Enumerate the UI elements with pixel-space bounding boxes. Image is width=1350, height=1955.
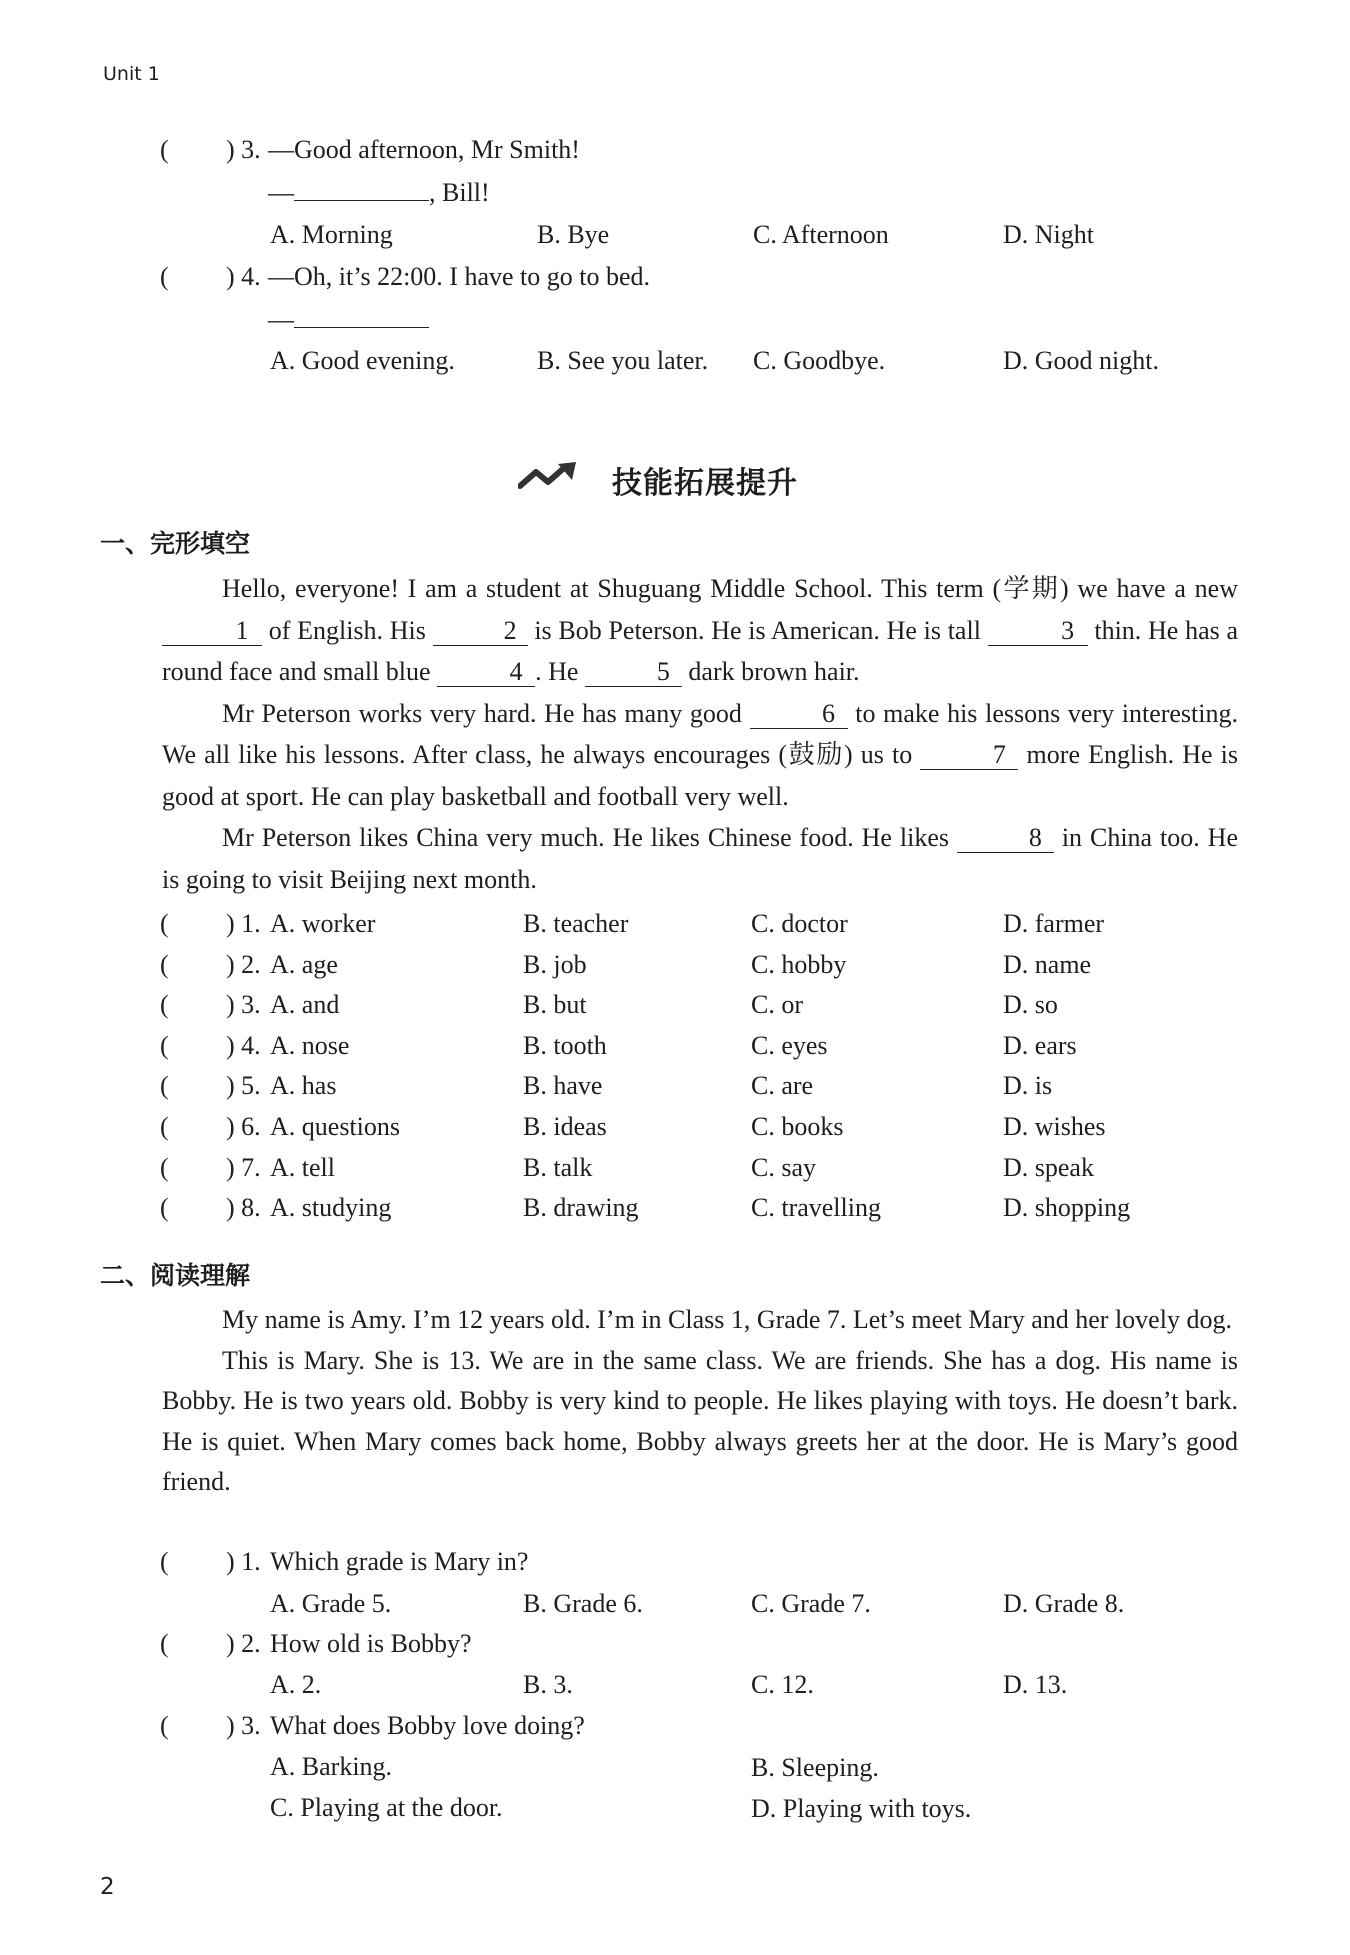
cloze-heading: 一、完形填空 <box>100 529 251 558</box>
option-a: A. nose <box>270 1031 350 1060</box>
answer-paren-open: ( <box>160 990 169 1019</box>
passage-text: of English. His <box>262 615 433 645</box>
option-b: B. Sleeping. <box>751 1753 879 1782</box>
option-b: B. Grade 6. <box>523 1589 643 1618</box>
blank-8: 8 <box>957 824 1054 853</box>
option-a: A. 2. <box>270 1670 322 1699</box>
option-b: B. ideas <box>523 1112 607 1141</box>
answer-paren-open: ( <box>160 1629 169 1658</box>
reading-paragraph-2: This is Mary. She is 13. We are in the same class. We are friends. She has a dog. His name is Bobby. He is two years old. Bobby is very kind to people. He likes playing with toys. He doesn’t bark. He is quiet. When Mary comes back home, Bobby always greets her at the door. He is Mary’s good friend. <box>162 1345 1238 1496</box>
reading-paragraph-1: My name is Amy. I’m 12 years old. I’m in Class 1, Grade 7. Let’s meet Mary and her lovely dog. <box>222 1305 1232 1334</box>
option-a: A. studying <box>270 1193 392 1222</box>
cloze-paragraph-2 <box>162 693 1238 818</box>
option-b: B. 3. <box>523 1670 573 1699</box>
option-b: B. drawing <box>523 1193 639 1222</box>
question-text: What does Bobby love doing? <box>270 1711 585 1740</box>
question-number: ) 3. <box>226 135 261 164</box>
page-number: 2 <box>100 1874 115 1900</box>
question-text: How old is Bobby? <box>270 1629 472 1658</box>
blank-7: 7 <box>920 741 1018 770</box>
option-d: D. Grade 8. <box>1003 1589 1125 1618</box>
answer-paren-open: ( <box>160 1153 169 1182</box>
passage-text: Mr Peterson likes China very much. He likes Chinese food. He likes <box>222 823 957 852</box>
option-c: C. Goodbye. <box>753 346 886 375</box>
passage-text: in China too. He is going to visit Beijing next month. <box>162 823 1238 894</box>
passage-text: Hello, everyone! I am a student at Shuguang Middle School. This term (学期) we have a new <box>222 574 1238 603</box>
question-number: ) 1. <box>226 909 261 938</box>
question-text: Which grade is Mary in? <box>270 1547 529 1576</box>
passage-text: . He <box>535 657 585 686</box>
answer-paren-open: ( <box>160 262 169 291</box>
passage-text: more English. He is good at sport. He can play basketball and football very well. <box>162 740 1238 811</box>
answer-blank <box>294 178 429 201</box>
option-c: C. or <box>751 990 803 1019</box>
option-c: C. Playing at the door. <box>270 1793 503 1822</box>
option-d: D. Playing with toys. <box>751 1794 972 1823</box>
option-c: C. books <box>751 1112 844 1141</box>
blank-3: 3 <box>988 617 1088 646</box>
option-d: D. farmer <box>1003 909 1105 938</box>
option-c: C. doctor <box>751 909 848 938</box>
option-c: C. hobby <box>751 950 847 979</box>
answer-paren-open: ( <box>160 1711 169 1740</box>
option-c: C. Afternoon <box>753 220 889 249</box>
option-d: D. wishes <box>1003 1112 1106 1141</box>
option-a: A. Grade 5. <box>270 1589 392 1618</box>
answer-paren-open: ( <box>160 1112 169 1141</box>
question-number: ) 3. <box>226 1711 261 1740</box>
option-c: C. eyes <box>751 1031 828 1060</box>
option-c: C. are <box>751 1071 814 1100</box>
passage-text: dark brown hair. <box>681 657 860 686</box>
option-a: A. Morning <box>270 220 393 249</box>
section-title: 技能拓展提升 <box>612 466 798 501</box>
reading-passage <box>162 1300 1238 1503</box>
answer-suffix: , Bill! <box>429 178 490 207</box>
question-number: ) 3. <box>226 990 261 1019</box>
option-c: C. Grade 7. <box>751 1589 871 1618</box>
passage-text: to make his lessons very interesting. We all like his lessons. After class, he always encourages (鼓励) us to <box>162 698 1239 769</box>
answer-line <box>268 176 490 210</box>
option-d: D. is <box>1003 1071 1053 1100</box>
answer-blank <box>294 305 429 328</box>
question-number: ) 2. <box>226 1629 261 1658</box>
blank-6: 6 <box>750 700 848 729</box>
option-d: D. Night <box>1003 220 1094 249</box>
trend-up-icon <box>518 460 588 499</box>
answer-paren-open: ( <box>160 1031 169 1060</box>
question-number: ) 8. <box>226 1193 261 1222</box>
cloze-paragraph-1 <box>162 568 1238 693</box>
option-c: C. 12. <box>751 1670 814 1699</box>
option-d: D. ears <box>1003 1031 1077 1060</box>
option-b: B. but <box>523 990 587 1019</box>
option-c: C. travelling <box>751 1193 881 1222</box>
option-d: D. shopping <box>1003 1193 1131 1222</box>
unit-label: Unit 1 <box>103 63 160 85</box>
passage-text: is Bob Peterson. He is American. He is tall <box>527 615 988 645</box>
answer-line <box>268 303 429 337</box>
reading-heading: 二、阅读理解 <box>100 1261 251 1290</box>
option-b: B. talk <box>523 1153 593 1182</box>
question-prompt: —Good afternoon, Mr Smith! <box>268 135 580 164</box>
option-b: B. job <box>523 950 587 979</box>
question-number: ) 2. <box>226 950 261 979</box>
option-a: A. Barking. <box>270 1752 393 1781</box>
option-a: A. worker <box>270 909 376 938</box>
question-number: ) 5. <box>226 1071 261 1100</box>
option-d: D. Good night. <box>1003 346 1159 375</box>
blank-5: 5 <box>585 658 682 687</box>
answer-paren-open: ( <box>160 950 169 979</box>
option-a: A. age <box>270 950 338 979</box>
blank-4: 4 <box>437 658 535 687</box>
option-d: D. 13. <box>1003 1670 1068 1699</box>
blank-2: 2 <box>433 617 528 646</box>
question-number: ) 6. <box>226 1112 261 1141</box>
answer-paren-open: ( <box>160 1071 169 1100</box>
answer-paren-open: ( <box>160 1193 169 1222</box>
answer-paren-open: ( <box>160 1547 169 1576</box>
question-number: ) 4. <box>226 262 261 291</box>
cloze-passage <box>162 568 1238 900</box>
passage-text: thin. He has a round face and small blue <box>162 615 1238 686</box>
option-b: B. Bye <box>537 220 610 249</box>
option-a: A. has <box>270 1071 337 1100</box>
answer-dash: — <box>268 178 294 207</box>
answer-paren-open: ( <box>160 909 169 938</box>
option-d: D. name <box>1003 950 1092 979</box>
answer-dash: — <box>268 305 294 334</box>
question-number: ) 1. <box>226 1547 261 1576</box>
answer-paren-open: ( <box>160 135 169 164</box>
option-c: C. say <box>751 1153 816 1182</box>
option-a: A. questions <box>270 1112 400 1141</box>
question-prompt: —Oh, it’s 22:00. I have to go to bed. <box>268 262 651 291</box>
blank-1: 1 <box>162 617 262 646</box>
cloze-paragraph-3 <box>162 817 1238 900</box>
option-d: D. so <box>1003 990 1058 1019</box>
option-b: B. teacher <box>523 909 629 938</box>
option-a: A. tell <box>270 1153 335 1182</box>
option-b: B. have <box>523 1071 603 1100</box>
question-number: ) 7. <box>226 1153 261 1182</box>
passage-text: Mr Peterson works very hard. He has many good <box>222 698 750 728</box>
option-a: A. and <box>270 990 340 1019</box>
option-a: A. Good evening. <box>270 346 455 375</box>
option-d: D. speak <box>1003 1153 1094 1182</box>
option-b: B. See you later. <box>537 346 709 375</box>
question-number: ) 4. <box>226 1031 261 1060</box>
option-b: B. tooth <box>523 1031 607 1060</box>
